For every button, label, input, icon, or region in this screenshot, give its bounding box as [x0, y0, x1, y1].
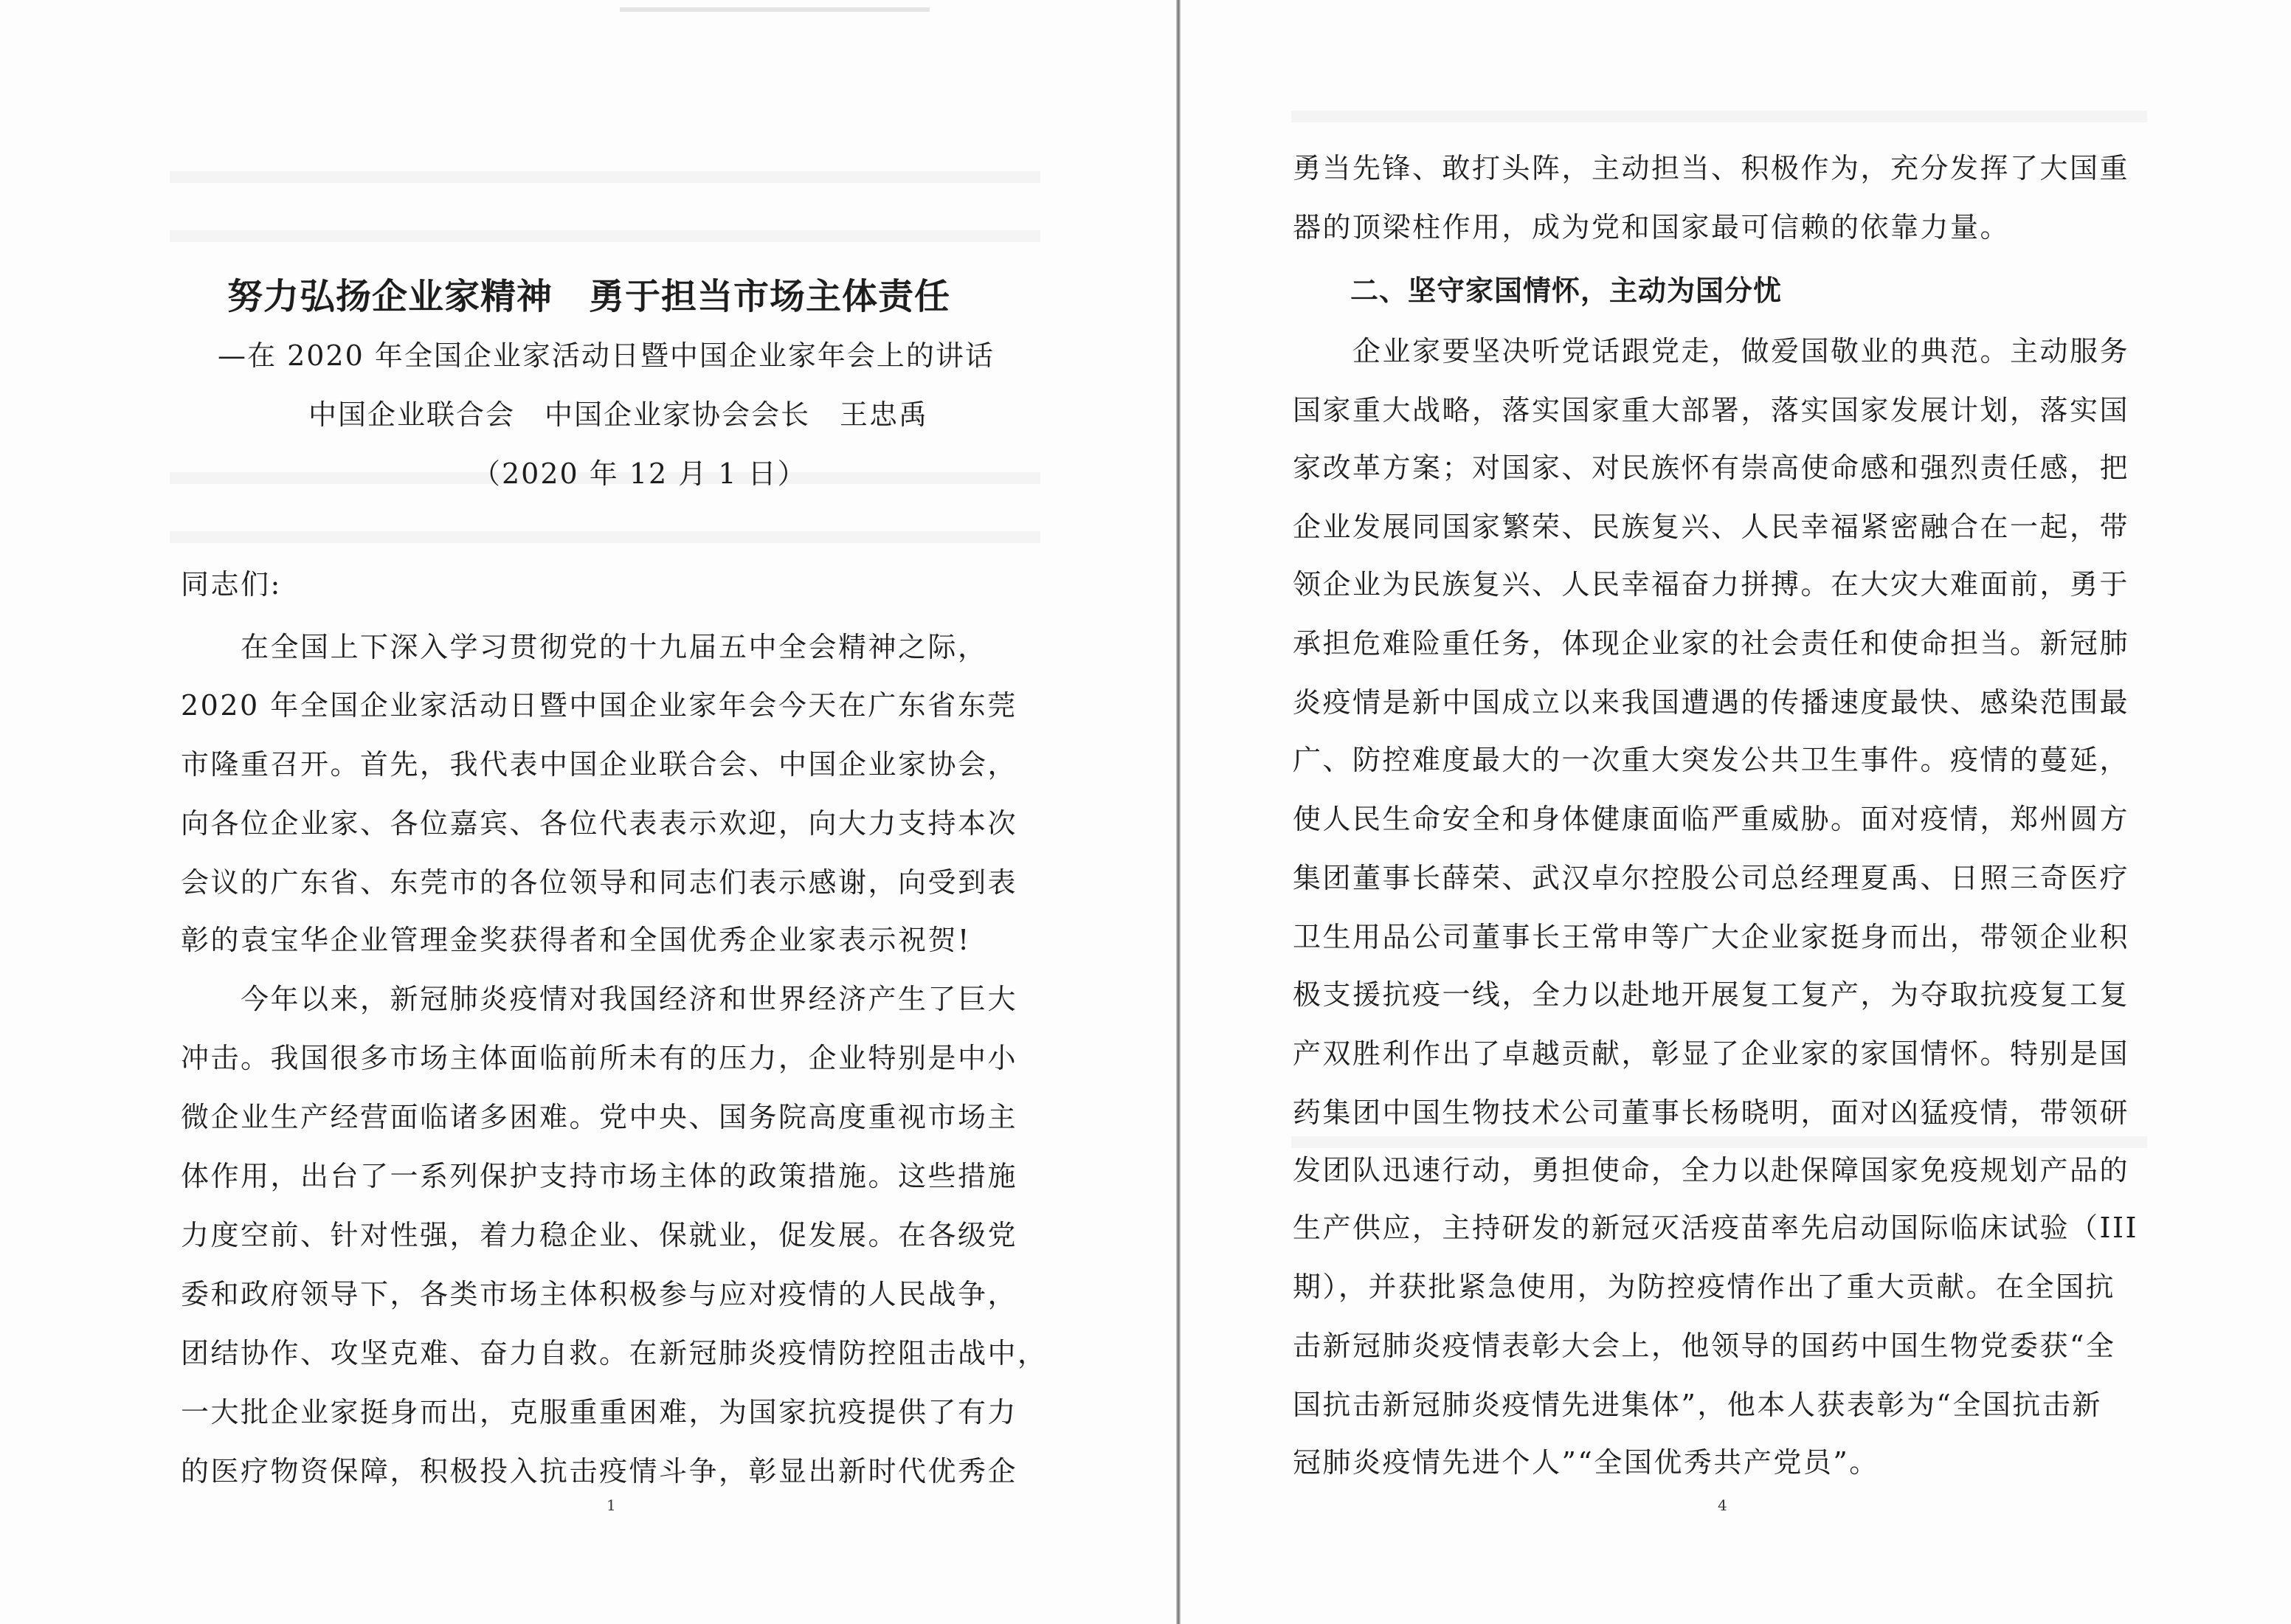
body-line: 发团队迅速行动，勇担使命，全力以赴保障国家免疫规划产品的	[1293, 1154, 2130, 1186]
body-line: 一大批企业家挺身而出，克服重重困难，为国家抗疫提供了有力	[181, 1396, 1018, 1428]
body-line: 生产供应，主持研发的新冠灭活疫苗率先启动国际临床试验（III	[1293, 1212, 2139, 1244]
body-line: 力度空前、针对性强，着力稳企业、保就业，促发展。在各级党	[181, 1219, 1018, 1251]
speaker-line: 中国企业联合会 中国企业家协会会长 王忠禹	[308, 398, 929, 431]
body-line: 使人民生命安全和身体健康面临严重威胁。面对疫情，郑州圆方	[1293, 803, 2130, 835]
body-line: 市隆重召开。首先，我代表中国企业联合会、中国企业家协会，	[181, 748, 1018, 781]
body-line: 承担危难险重任务，体现企业家的社会责任和使命担当。新冠肺	[1293, 627, 2130, 660]
body-line: 集团董事长薛荣、武汉卓尔控股公司总经理夏禹、日照三奇医疗	[1293, 862, 2130, 894]
document-subtitle: —在 2020 年全国企业家活动日暨中国企业家年会上的讲话	[218, 339, 995, 372]
body-line: 卫生用品公司董事长王常申等广大企业家挺身而出，带领企业积	[1293, 921, 2130, 953]
body-line: 的医疗物资保障，积极投入抗击疫情斗争，彰显出新时代优秀企	[181, 1455, 1018, 1487]
body-line: 会议的广东省、东莞市的各位领导和同志们表示感谢，向受到表	[181, 866, 1018, 899]
body-line: 委和政府领导下，各类市场主体积极参与应对疫情的人民战争，	[181, 1278, 1018, 1310]
body-line: 2020 年全国企业家活动日暨中国企业家年会今天在广东省东莞	[181, 689, 1017, 722]
bleed-through-line	[170, 531, 1040, 543]
body-line: 炎疫情是新中国成立以来我国遭遇的传播速度最快、感染范围最	[1293, 686, 2130, 719]
body-line: 国抗击新冠肺炎疫情先进集体”，他本人获表彰为“全国抗击新	[1293, 1389, 2102, 1421]
body-line: 药集团中国生物技术公司董事长杨晓明，面对凶猛疫情，带领研	[1293, 1096, 2130, 1129]
body-line: 体作用，出台了一系列保护支持市场主体的政策措施。这些措施	[181, 1160, 1018, 1192]
body-line: 向各位企业家、各位嘉宾、各位代表表示欢迎，向大力支持本次	[181, 807, 1018, 840]
body-line: 领企业为民族复兴、人民幸福奋力拼搏。在大灾大难面前，勇于	[1293, 568, 2130, 601]
body-line: 冲击。我国很多市场主体面临前所未有的压力，企业特别是中小	[181, 1042, 1018, 1074]
body-line: 器的顶梁柱作用，成为党和国家最可信赖的依靠力量。	[1293, 211, 2011, 243]
speech-date: （2020 年 12 月 1 日）	[472, 457, 807, 490]
body-line: 同志们:	[181, 568, 282, 601]
body-line: 家改革方案；对国家、对民族怀有崇高使命感和强烈责任感，把	[1293, 452, 2130, 484]
body-line: 在全国上下深入学习贯彻党的十九届五中全会精神之际，	[181, 631, 988, 663]
section-heading: 二、坚守家国情怀，主动为国分忧	[1350, 274, 1783, 307]
body-line: 国家重大战略，落实国家重大部署，落实国家发展计划，落实国	[1293, 394, 2130, 426]
body-line: 极支援抗疫一线，全力以赴地开展复工复产，为夺取抗疫复工复	[1293, 978, 2130, 1011]
body-line: 微企业生产经营面临诸多困难。党中央、国务院高度重视市场主	[181, 1101, 1018, 1133]
body-line: 广、防控难度最大的一次重大突发公共卫生事件。疫情的蔓延，	[1293, 744, 2130, 776]
body-line: 产双胜利作出了卓越贡献，彰显了企业家的家国情怀。特别是国	[1293, 1037, 2130, 1070]
body-line: 今年以来，新冠肺炎疫情对我国经济和世界经济产生了巨大	[181, 983, 1018, 1015]
body-line: 团结协作、攻坚克难、奋力自救。在新冠肺炎疫情防控阻击战中，	[181, 1337, 1048, 1369]
bleed-through-line	[1291, 111, 2147, 122]
body-line: 期），并获批紧急使用，为防控疫情作出了重大贡献。在全国抗	[1293, 1271, 2116, 1303]
bleed-through-line	[170, 230, 1040, 242]
body-line: 击新冠肺炎疫情表彰大会上，他领导的国药中国生物党委获“全	[1293, 1330, 2116, 1362]
body-line: 冠肺炎疫情先进个人”“全国优秀共产党员”。	[1293, 1446, 1879, 1479]
page-number: 4	[1718, 1496, 1727, 1514]
bleed-through-line	[170, 171, 1040, 183]
body-line: 企业发展同国家繁荣、民族复兴、人民幸福紧密融合在一起，带	[1293, 511, 2130, 543]
bleed-through-line	[1291, 1136, 2147, 1148]
body-line: 勇当先锋、敢打头阵，主动担当、积极作为，充分发挥了大国重	[1293, 152, 2130, 184]
body-line: 企业家要坚决听党话跟党走，做爱国敬业的典范。主动服务	[1293, 335, 2130, 367]
page-top-mark	[620, 7, 930, 12]
page-number: 1	[607, 1496, 616, 1514]
document-title: 努力弘扬企业家精神 勇于担当市场主体责任	[227, 276, 950, 317]
body-line: 彰的袁宝华企业管理金奖获得者和全国优秀企业家表示祝贺!	[181, 924, 971, 956]
